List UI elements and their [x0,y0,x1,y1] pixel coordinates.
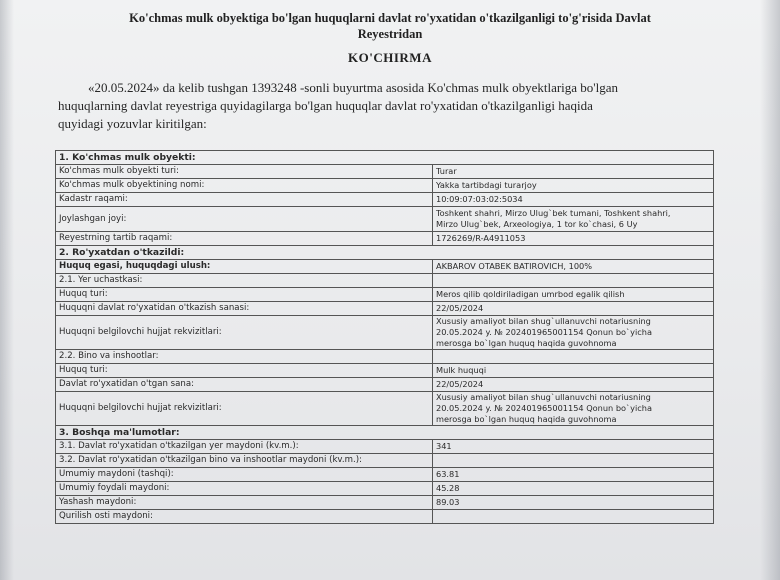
section-row [56,151,714,165]
intro-paragraph-line3: quyidagi yozuvlar kiritilgan: [58,116,207,131]
row-value: 1726269/R-A4911053 [433,232,714,246]
table-row [56,392,714,426]
row-label: 2.1. Yer uchastkasi: [56,274,433,288]
row-label: Qurilish osti maydoni: [56,510,433,524]
document-title: Ko'chmas mulk obyektiga bo'lgan huquqlarni davlat ro'yxatidan o'tkazilganligi to'g'risida Davlat [129,11,651,25]
document-line1: Xususiy amaliyot bilan shug`ullanuvchi notariusning [436,392,651,402]
table-row [56,179,714,193]
row-label: Huquqni davlat ro'yxatidan o'tkazish sanasi: [56,302,433,316]
row-label: Umumiy foydali maydoni: [56,482,433,496]
row-label: Huquq turi: [56,288,433,302]
table-row [56,165,714,179]
row-value: 89.03 [433,496,714,510]
row-label: 3.2. Davlat ro'yxatidan o'tkazilgan bino va inshootlar maydoni (kv.m.): [56,454,433,468]
table-row [56,482,714,496]
document-title-line2: Reyestridan [357,27,423,41]
row-label: Ko'chmas mulk obyekti turi: [56,165,433,179]
section-heading: 3. Boshqa ma'lumotlar: [56,426,714,440]
row-label: Huquqni belgilovchi hujjat rekvizitlari: [56,392,433,426]
row-value [433,392,714,426]
row-value: 341 [433,440,714,454]
table-row [56,316,714,350]
row-label: Huquq turi: [56,364,433,378]
table-row [56,454,714,468]
row-value: Turar [433,165,714,179]
row-label: Kadastr raqami: [56,193,433,207]
row-value [433,316,714,350]
table-row [56,288,714,302]
table-row [56,232,714,246]
row-label: Joylashgan joyi: [56,207,433,232]
section-row [56,426,714,440]
row-label: Huquq egasi, huquqdagi ulush: [56,260,433,274]
section-heading: 2. Ro'yxatdan o'tkazildi: [56,246,714,260]
address-line1: Toshkent shahri, Mirzo Ulug`bek tumani, Toshkent shahri, [436,208,671,218]
row-value: Meros qilib qoldiriladigan umrbod egalik qilish [433,288,714,302]
table-row [56,193,714,207]
page-shadow-right [760,0,780,580]
address-line2: Mirzo Ulug`bek, Arxeologiya, 1 tor ko`chasi, 6 Uy [436,219,638,229]
row-value: 45.28 [433,482,714,496]
row-value: 10:09:07:03:02:5034 [433,193,714,207]
table-row [56,378,714,392]
row-label: Reyestrning tartib raqami: [56,232,433,246]
row-value: 22/05/2024 [433,302,714,316]
intro-paragraph-line1: «20.05.2024» da kelib tushgan 1393248 -sonli buyurtma asosida Ko'chmas mulk obyektlariga bo'lgan [88,80,619,95]
table-row [56,496,714,510]
row-label: Umumiy maydoni (tashqi): [56,468,433,482]
row-label: Ko'chmas mulk obyektining nomi: [56,179,433,193]
document-line3: merosga bo`lgan huquq haqida guvohnoma [436,414,617,424]
row-label: Yashash maydoni: [56,496,433,510]
document-subtitle: KO'CHIRMA [348,50,432,65]
row-label: Huquqni belgilovchi hujjat rekvizitlari: [56,316,433,350]
row-value [433,207,714,232]
row-value: Mulk huquqi [433,364,714,378]
row-label: Davlat ro'yxatidan o'tgan sana: [56,378,433,392]
row-value: 22/05/2024 [433,378,714,392]
table-row [56,302,714,316]
row-value: Yakka tartibdagi turarjoy [433,179,714,193]
table-row [56,468,714,482]
document-line3: merosga bo`lgan huquq haqida guvohnoma [436,338,617,348]
document-line1: Xususiy amaliyot bilan shug`ullanuvchi notariusning [436,316,651,326]
table-row [56,350,714,364]
section-row [56,246,714,260]
table-row [56,260,714,274]
section-heading: 1. Ko'chmas mulk obyekti: [56,151,714,165]
row-label: 2.2. Bino va inshootlar: [56,350,433,364]
row-value: 63.81 [433,468,714,482]
table-row [56,440,714,454]
row-value [433,510,714,524]
table-row [56,274,714,288]
page-shadow-left [0,0,14,580]
row-value [433,350,714,364]
row-label: 3.1. Davlat ro'yxatidan o'tkazilgan yer maydoni (kv.m.): [56,440,433,454]
table-row [56,510,714,524]
document-line2: 20.05.2024 y. № 202401965001154 Qonun bo`yicha [436,403,652,413]
table-row [56,207,714,232]
row-value: AKBAROV OTABEK BATIROVICH, 100% [433,260,714,274]
table-row [56,364,714,378]
intro-paragraph-line2: huquqlarning davlat reyestriga quyidagilarga bo'lgan huquqlar davlat ro'yxatidan o'tkazilganligi haqida [58,98,593,113]
document-line2: 20.05.2024 y. № 202401965001154 Qonun bo`yicha [436,327,652,337]
row-value [433,274,714,288]
row-value [433,454,714,468]
registry-table [55,150,714,524]
